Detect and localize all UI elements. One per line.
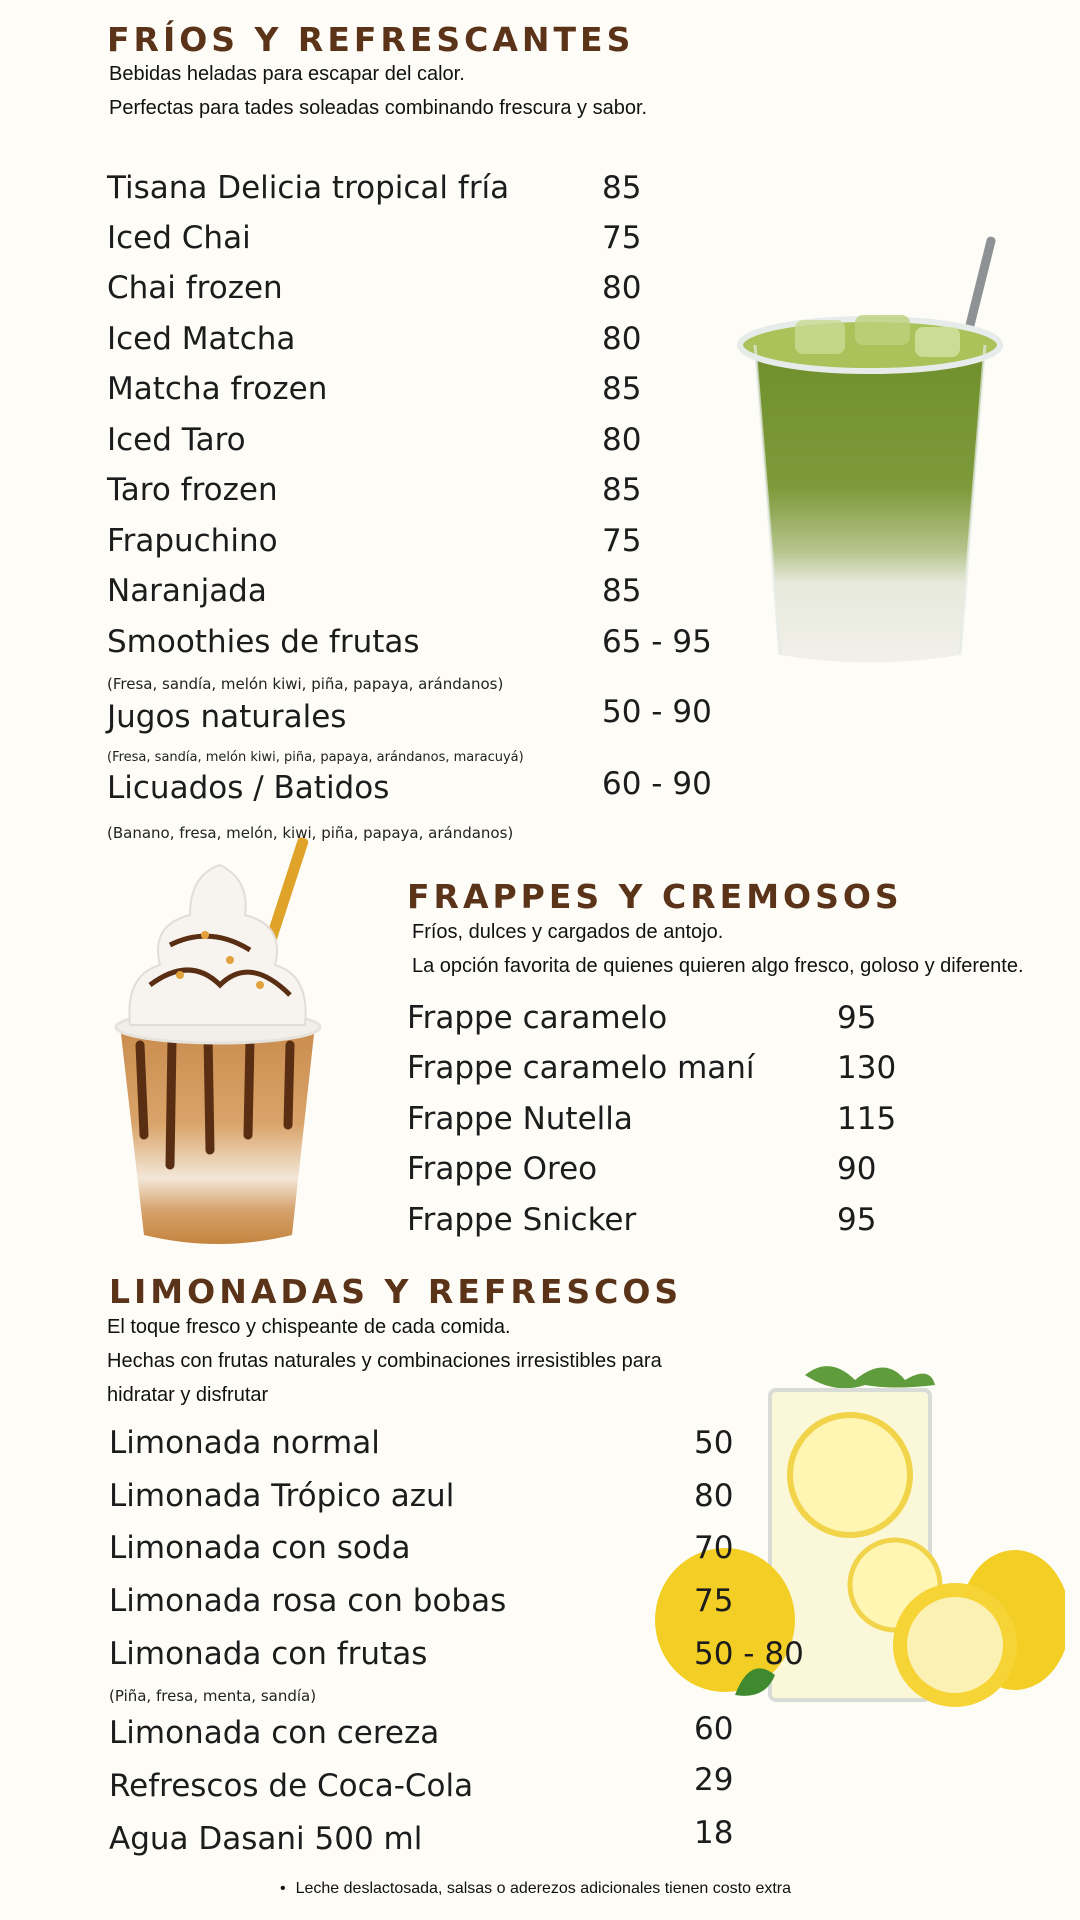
footnote xyxy=(280,1880,791,1898)
item-price: 65 - 95 xyxy=(602,624,712,660)
item-price: 75 xyxy=(602,220,642,256)
menu-list-frios xyxy=(107,170,747,850)
item-price: 85 xyxy=(602,371,642,407)
item-name: Chai frozen xyxy=(107,270,283,306)
item-name: Iced Matcha xyxy=(107,321,296,357)
item-price: 75 xyxy=(694,1583,734,1619)
item-price: 75 xyxy=(602,523,642,559)
section-title-limonadas: LIMONADAS Y REFRESCOS xyxy=(109,1272,683,1311)
section-desc-line: Perfectas para tades soleadas combinando frescura y sabor. xyxy=(109,97,648,119)
item-name: Smoothies de frutas xyxy=(107,624,420,660)
menu-list-frappes xyxy=(407,1000,907,1260)
item-name: Jugos naturales xyxy=(107,699,347,735)
item-name: Limonada con frutas xyxy=(109,1636,428,1672)
item-price: 50 - 80 xyxy=(694,1636,804,1672)
item-note: (Banano, fresa, melón, kiwi, piña, papaya, arándanos) xyxy=(107,824,514,842)
item-note: (Piña, fresa, menta, sandía) xyxy=(109,1687,317,1705)
frappe-image xyxy=(110,835,325,1260)
item-name: Refrescos de Coca-Cola xyxy=(109,1768,474,1804)
iced-matcha-image xyxy=(735,235,1005,665)
item-price: 80 xyxy=(602,321,642,357)
item-price: 80 xyxy=(694,1478,734,1514)
item-name: Iced Chai xyxy=(107,220,251,256)
item-note: (Fresa, sandía, melón kiwi, piña, papaya, arándanos) xyxy=(107,675,504,693)
item-price: 85 xyxy=(602,573,642,609)
item-price: 18 xyxy=(694,1815,734,1851)
item-name: Limonada Trópico azul xyxy=(109,1478,455,1514)
item-name: Frappe Nutella xyxy=(407,1101,633,1137)
section-desc-line: hidratar y disfrutar xyxy=(107,1384,269,1406)
item-name: Matcha frozen xyxy=(107,371,328,407)
item-name: Frappe Snicker xyxy=(407,1202,637,1238)
item-price: 85 xyxy=(602,472,642,508)
section-title-frappes: FRAPPES Y CREMOSOS xyxy=(407,877,903,916)
item-price: 29 xyxy=(694,1762,734,1798)
item-price: 50 xyxy=(694,1425,734,1461)
item-price: 80 xyxy=(602,270,642,306)
item-price: 85 xyxy=(602,170,642,206)
bullet-icon: • xyxy=(280,1880,286,1897)
section-desc-line: Hechas con frutas naturales y combinaciones irresistibles para xyxy=(107,1350,662,1372)
item-name: Licuados / Batidos xyxy=(107,770,390,806)
item-name: Naranjada xyxy=(107,573,267,609)
item-price: 90 xyxy=(837,1151,877,1187)
item-price: 80 xyxy=(602,422,642,458)
item-price: 130 xyxy=(837,1050,897,1086)
item-name: Limonada con cereza xyxy=(109,1715,440,1751)
item-price: 50 - 90 xyxy=(602,694,712,730)
item-price: 115 xyxy=(837,1101,897,1137)
item-name: Iced Taro xyxy=(107,422,246,458)
item-price: 60 - 90 xyxy=(602,766,712,802)
section-desc-line: El toque fresco y chispeante de cada comida. xyxy=(107,1316,511,1338)
item-name: Tisana Delicia tropical fría xyxy=(107,170,510,206)
item-name: Agua Dasani 500 ml xyxy=(109,1821,423,1857)
item-name: Frappe Oreo xyxy=(407,1151,598,1187)
item-price: 95 xyxy=(837,1000,877,1036)
item-name: Frappe caramelo maní xyxy=(407,1050,755,1086)
item-name: Taro frozen xyxy=(107,472,278,508)
section-desc-line: La opción favorita de quienes quieren algo fresco, goloso y diferente. xyxy=(412,955,1024,977)
item-name: Frapuchino xyxy=(107,523,278,559)
footnote-text: Leche deslactosada, salsas o aderezos adicionales tienen costo extra xyxy=(295,1880,792,1897)
section-title-frios: FRÍOS Y REFRESCANTES xyxy=(107,20,635,59)
item-price: 70 xyxy=(694,1530,734,1566)
item-name: Limonada normal xyxy=(109,1425,380,1461)
item-name: Limonada rosa con bobas xyxy=(109,1583,507,1619)
section-desc-line: Fríos, dulces y cargados de antojo. xyxy=(412,921,724,943)
item-note: (Fresa, sandía, melón kiwi, piña, papaya, arándanos, maracuyá) xyxy=(107,750,524,765)
item-price: 60 xyxy=(694,1711,734,1747)
menu-list-limonadas xyxy=(109,1425,829,1905)
item-name: Limonada con soda xyxy=(109,1530,411,1566)
item-price: 95 xyxy=(837,1202,877,1238)
item-name: Frappe caramelo xyxy=(407,1000,668,1036)
section-desc-line: Bebidas heladas para escapar del calor. xyxy=(109,63,465,85)
